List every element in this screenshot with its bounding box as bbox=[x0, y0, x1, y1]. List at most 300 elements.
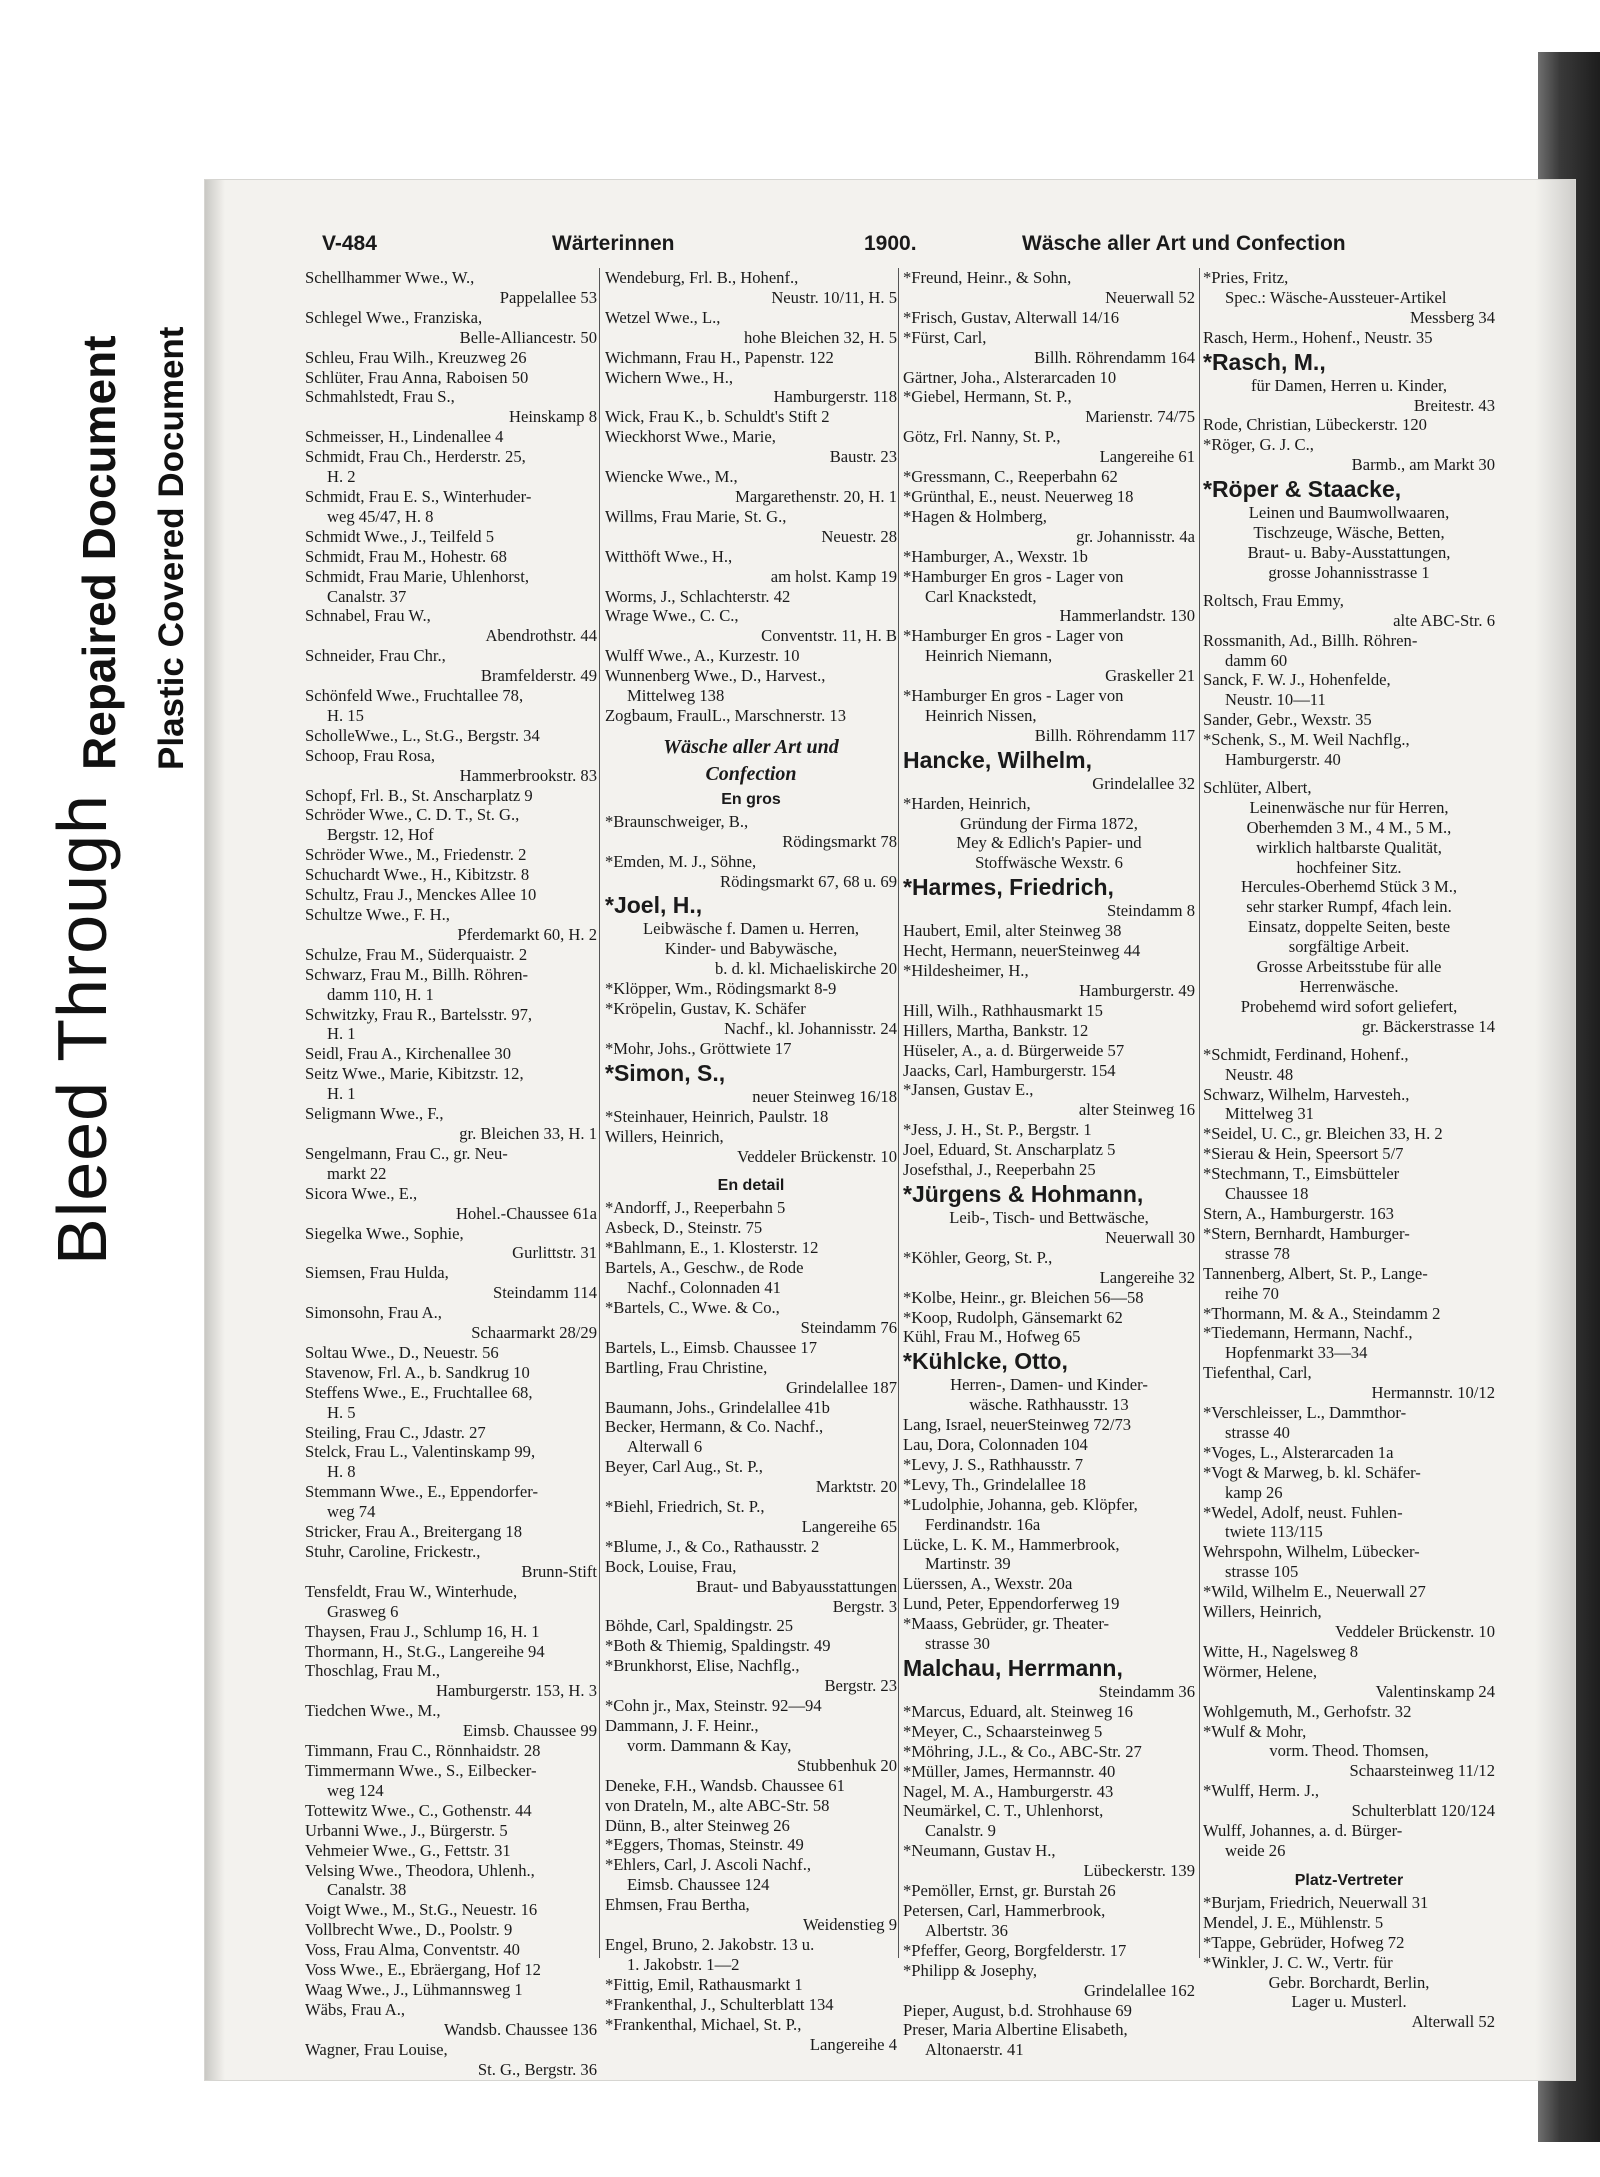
directory-entry-line: Engel, Bruno, 2. Jakobstr. 13 u. bbox=[605, 1934, 815, 1954]
directory-entry-line: Mendel, J. E., Mühlenstr. 5 bbox=[1203, 1912, 1384, 1932]
directory-entry-line: gr. Johannisstr. 4a bbox=[1076, 526, 1195, 546]
directory-entry-line: Schlegel Wwe., Franziska, bbox=[305, 307, 483, 327]
directory-entry-line: Leibwäsche f. Damen u. Herren, bbox=[642, 919, 860, 939]
directory-entry-line: *Grünthal, E., neust. Neuerweg 18 bbox=[903, 486, 1134, 506]
directory-entry-line: Herren-, Damen- und Kinder- bbox=[950, 1375, 1148, 1395]
directory-column-4 bbox=[1203, 268, 1495, 2032]
spacer bbox=[1203, 1037, 1495, 1045]
directory-entry-line: Lücke, L. K. M., Hammerbrook, bbox=[903, 1534, 1120, 1554]
directory-entry-line: Leinenwäsche nur für Herren, bbox=[1249, 797, 1449, 817]
spacer bbox=[1203, 583, 1495, 591]
directory-column-2 bbox=[605, 268, 897, 2054]
directory-entry-line: *Kolbe, Heinr., gr. Bleichen 56—58 bbox=[903, 1287, 1144, 1307]
directory-entry-line: Wrage Wwe., C. C., bbox=[605, 606, 739, 626]
featured-firm-name: *Rasch, M., bbox=[1203, 348, 1326, 375]
directory-entry-line: Schlüter, Frau Anna, Raboisen 50 bbox=[305, 367, 529, 387]
directory-entry-line: *Sierau & Hein, Speersort 5/7 bbox=[1203, 1144, 1404, 1164]
directory-entry-line: *Blume, J., & Co., Rathausstr. 2 bbox=[605, 1536, 820, 1556]
directory-entry-line: Hammerbrookstr. 83 bbox=[459, 765, 597, 785]
directory-entry-line: Alterwall 52 bbox=[1411, 2012, 1495, 2032]
directory-entry-line: Einsatz, doppelte Seiten, beste bbox=[1247, 917, 1451, 937]
directory-entry-line: Grasweg 6 bbox=[327, 1601, 399, 1621]
directory-entry-line: wirklich haltbarste Qualität, bbox=[1256, 837, 1442, 857]
directory-entry-line: Seidl, Frau A., Kirchenallee 30 bbox=[305, 1044, 511, 1064]
directory-entry-line: Kühl, Frau M., Hofweg 65 bbox=[903, 1327, 1081, 1347]
directory-entry-line: Wendeburg, Frl. B., Hohenf., bbox=[605, 268, 799, 287]
directory-entry-line: *Braunschweiger, B., bbox=[605, 811, 749, 831]
directory-entry-line: Schmidt, Frau E. S., Winterhuder- bbox=[305, 486, 532, 506]
directory-entry-line: Tiefenthal, Carl, bbox=[1203, 1363, 1312, 1383]
directory-entry-line: Lau, Dora, Colonnaden 104 bbox=[903, 1435, 1088, 1455]
directory-entry-line: Baumann, Johs., Grindelallee 41b bbox=[605, 1397, 830, 1417]
directory-entry-line: Wieckhorst Wwe., Marie, bbox=[605, 427, 776, 447]
directory-entry-line: Neuerwall 30 bbox=[1105, 1227, 1195, 1247]
directory-entry-line: Schaarmarkt 28/29 bbox=[471, 1323, 597, 1343]
directory-entry-line: Steindamm 76 bbox=[800, 1317, 897, 1337]
directory-entry-line: Joel, Eduard, St. Anscharplatz 5 bbox=[903, 1140, 1116, 1160]
directory-entry-line: *Steinhauer, Heinrich, Paulstr. 18 bbox=[605, 1106, 829, 1126]
directory-entry-line: Gurlittstr. 31 bbox=[512, 1243, 597, 1263]
directory-entry-line: Lager u. Musterl. bbox=[1291, 1992, 1407, 2012]
directory-entry-line: Conventstr. 11, H. B bbox=[761, 626, 897, 646]
directory-entry-line: Hüseler, A., a. d. Bürgerweide 57 bbox=[903, 1040, 1125, 1060]
directory-entry-line: Stelck, Frau L., Valentinskamp 99, bbox=[305, 1442, 536, 1462]
directory-entry-line: Timmermann Wwe., S., Eilbecker- bbox=[305, 1760, 537, 1780]
directory-entry-line: *Jess, J. H., St. P., Bergstr. 1 bbox=[903, 1120, 1092, 1140]
directory-entry-line: Neustr. 10/11, H. 5 bbox=[771, 287, 897, 307]
subsection-heading: En gros bbox=[721, 790, 781, 808]
directory-entry-line: gr. Bleichen 33, H. 1 bbox=[459, 1123, 597, 1143]
directory-entry-line: Leinen und Baumwollwaaren, bbox=[1248, 503, 1450, 523]
directory-entry-line: Wäbs, Frau A., bbox=[305, 1999, 406, 2019]
directory-entry-line: Tottewitz Wwe., C., Gothenstr. 44 bbox=[305, 1800, 532, 1820]
directory-entry-line: Schulterblatt 120/124 bbox=[1351, 1801, 1495, 1821]
directory-entry-line: Albertstr. 36 bbox=[925, 1920, 1008, 1940]
directory-entry-line: Hercules-Oberhemd Stück 3 M., bbox=[1240, 877, 1458, 897]
directory-entry-line: *Hamburger, A., Wexstr. 1b bbox=[903, 546, 1088, 566]
directory-entry-line: Schmidt, Frau Ch., Herderstr. 25, bbox=[305, 447, 526, 467]
directory-entry-line: Stricker, Frau A., Breitergang 18 bbox=[305, 1522, 523, 1542]
directory-entry-line: strasse 40 bbox=[1225, 1422, 1290, 1442]
directory-entry-line: Vollbrecht Wwe., D., Poolstr. 9 bbox=[305, 1920, 513, 1940]
directory-entry-line: *Wedel, Adolf, neust. Fuhlen- bbox=[1203, 1502, 1403, 1522]
directory-entry-line: Wagner, Frau Louise, bbox=[305, 2039, 448, 2059]
directory-entry-line: Schaarsteinweg 11/12 bbox=[1349, 1761, 1495, 1781]
directory-entry-line: Schopf, Frl. B., St. Anscharplatz 9 bbox=[305, 785, 533, 805]
directory-entry-line: *Hamburger En gros - Lager von bbox=[903, 566, 1124, 586]
directory-entry-line: Stuhr, Caroline, Frickestr., bbox=[305, 1542, 481, 1561]
directory-entry-line: Schneider, Frau Chr., bbox=[305, 646, 446, 666]
directory-entry-line: Ehmsen, Frau Bertha, bbox=[605, 1895, 750, 1915]
directory-entry-line: wäsche. Rathhausstr. 13 bbox=[969, 1395, 1129, 1415]
directory-entry-line: Schulze, Frau M., Süderquaistr. 2 bbox=[305, 944, 528, 964]
directory-entry-line: *Levy, J. S., Rathhausstr. 7 bbox=[903, 1454, 1084, 1474]
directory-entry-line: Waag Wwe., J., Lühmannsweg 1 bbox=[305, 1979, 523, 1999]
subsection-heading: En detail bbox=[717, 1177, 785, 1195]
directory-entry-line: Breitestr. 43 bbox=[1413, 395, 1495, 415]
directory-entry-line: alter Steinweg 16 bbox=[1078, 1100, 1195, 1120]
directory-entry-line: *Frankenthal, Michael, St. P., bbox=[605, 2014, 802, 2034]
directory-entry-line: Gärtner, Joha., Alsterarcaden 10 bbox=[903, 367, 1117, 387]
spacer bbox=[605, 726, 897, 734]
featured-firm-name: *Jürgens & Hohmann, bbox=[903, 1180, 1144, 1207]
directory-entry-line: Schönfeld Wwe., Fruchtallee 78, bbox=[305, 686, 524, 706]
directory-entry-line: Gründung der Firma 1872, bbox=[960, 813, 1138, 833]
directory-entry-line: Martinstr. 39 bbox=[925, 1554, 1011, 1574]
directory-entry-line: Thormann, H., St.G., Langereihe 94 bbox=[305, 1641, 545, 1661]
directory-entry-line: Deneke, F.H., Wandsb. Chaussee 61 bbox=[605, 1775, 845, 1795]
directory-entry-line: Heinskamp 8 bbox=[508, 407, 597, 427]
directory-entry-line: Lüerssen, A., Wexstr. 20a bbox=[903, 1574, 1073, 1594]
page-right-shading bbox=[1535, 180, 1575, 2080]
side-label-strip bbox=[0, 0, 210, 2177]
directory-entry-line: Wiencke Wwe., M., bbox=[605, 467, 738, 487]
featured-firm-name: *Röper & Staacke, bbox=[1203, 476, 1402, 503]
directory-entry-line: *Emden, M. J., Söhne, bbox=[605, 851, 757, 871]
directory-entry-line: Becker, Hermann, & Co. Nachf., bbox=[605, 1417, 824, 1437]
directory-entry-line: Neustr. 48 bbox=[1225, 1064, 1294, 1084]
directory-entry-line: *Voges, L., Alsterarcaden 1a bbox=[1203, 1442, 1394, 1462]
directory-entry-line: Carl Knackstedt, bbox=[925, 586, 1037, 606]
directory-entry-line: Wohlgemuth, M., Gerhofstr. 32 bbox=[1203, 1701, 1412, 1721]
directory-entry-line: Tensfeldt, Frau W., Winterhude, bbox=[305, 1581, 518, 1601]
directory-entry-line: Seligmann Wwe., F., bbox=[305, 1104, 444, 1124]
directory-entry-line: Billh. Röhrendamm 117 bbox=[1034, 725, 1195, 745]
directory-entry-line: *Hamburger En gros - Lager von bbox=[903, 686, 1124, 706]
directory-entry-line: hochfeiner Sitz. bbox=[1296, 857, 1402, 877]
directory-entry-line: Jaacks, Carl, Hamburgerstr. 154 bbox=[903, 1060, 1116, 1080]
directory-entry-line: *Schmidt, Ferdinand, Hohenf., bbox=[1203, 1044, 1409, 1064]
directory-entry-line: Sengelmann, Frau C., gr. Neu- bbox=[305, 1143, 508, 1163]
directory-entry-line: Langereihe 61 bbox=[1099, 447, 1195, 467]
directory-entry-line: *Philipp & Josephy, bbox=[903, 1960, 1037, 1980]
year-label: 1900. bbox=[864, 232, 917, 255]
featured-firm-name: Malchau, Herrmann, bbox=[903, 1655, 1123, 1681]
directory-entry-line: Schellhammer Wwe., W., bbox=[305, 268, 475, 287]
directory-entry-line: Schröder Wwe., M., Friedenstr. 2 bbox=[305, 845, 527, 865]
directory-entry-line: gr. Bäckerstrasse 14 bbox=[1361, 1016, 1495, 1036]
directory-entry-line: Schlüter, Albert, bbox=[1203, 777, 1312, 797]
directory-entry-line: Thoschlag, Frau M., bbox=[305, 1661, 441, 1681]
directory-entry-line: Wunnenberg Wwe., D., Harvest., bbox=[605, 666, 826, 686]
column-divider bbox=[1199, 268, 1200, 1958]
directory-entry-line: Chaussee 18 bbox=[1225, 1184, 1309, 1204]
directory-entry-line: *Hamburger En gros - Lager von bbox=[903, 626, 1124, 646]
directory-entry-line: Pappelallee 53 bbox=[499, 287, 597, 307]
directory-entry-line: *Wild, Wilhelm E., Neuerwall 27 bbox=[1203, 1582, 1426, 1602]
directory-entry-line: *Hagen & Holmberg, bbox=[903, 506, 1047, 526]
directory-entry-line: Schultze Wwe., F. H., bbox=[305, 905, 450, 924]
directory-entry-line: Thaysen, Frau J., Schlump 16, H. 1 bbox=[305, 1621, 540, 1641]
directory-entry-line: Schmidt Wwe., J., Teilfeld 5 bbox=[305, 526, 495, 546]
directory-entry-line: Asbeck, D., Steinstr. 75 bbox=[605, 1218, 763, 1238]
directory-entry-line: Velsing Wwe., Theodora, Uhlenh., bbox=[305, 1860, 535, 1880]
directory-entry-line: Grosse Arbeitsstube für alle bbox=[1256, 957, 1442, 977]
directory-entry-line: Wichern Wwe., H., bbox=[605, 367, 734, 387]
directory-entry-line: weg 45/47, H. 8 bbox=[327, 506, 434, 526]
directory-entry-line: *Andorff, J., Reeperbahn 5 bbox=[605, 1198, 786, 1218]
directory-entry-line: *Pemöller, Ernst, gr. Burstah 26 bbox=[903, 1881, 1116, 1901]
directory-entry-line: Valentinskamp 24 bbox=[1375, 1681, 1495, 1701]
directory-entry-line: *Stechmann, T., Eimsbütteler bbox=[1203, 1164, 1400, 1184]
directory-entry-line: Mey & Edlich's Papier- und bbox=[956, 833, 1142, 853]
directory-entry-line: grosse Johannisstrasse 1 bbox=[1268, 562, 1430, 582]
directory-column-1 bbox=[305, 268, 597, 2079]
directory-entry-line: neuer Steinweg 16/18 bbox=[752, 1086, 897, 1106]
directory-entry-line: Stemmann Wwe., E., Eppendorfer- bbox=[305, 1482, 538, 1502]
directory-entry-line: Schoop, Frau Rosa, bbox=[305, 745, 435, 765]
directory-entry-line: Hamburgerstr. 40 bbox=[1225, 750, 1341, 770]
directory-entry-line: Veddeler Brückenstr. 10 bbox=[737, 1146, 897, 1166]
directory-entry-line: vorm. Theod. Thomsen, bbox=[1269, 1741, 1429, 1761]
directory-entry-line: *Klöpper, Wm., Rödingsmarkt 8-9 bbox=[605, 979, 837, 999]
directory-entry-line: Beyer, Carl Aug., St. P., bbox=[605, 1457, 763, 1477]
directory-entry-line: Hillers, Martha, Bankstr. 12 bbox=[903, 1020, 1089, 1040]
directory-entry-line: Eimsb. Chaussee 124 bbox=[627, 1875, 770, 1895]
directory-entry-line: Pieper, August, b.d. Strohhause 69 bbox=[903, 2000, 1132, 2020]
directory-entry-line: Mittelweg 31 bbox=[1225, 1104, 1314, 1124]
directory-entry-line: St. G., Bergstr. 36 bbox=[477, 2059, 597, 2079]
directory-entry-line: Tischzeuge, Wäsche, Betten, bbox=[1253, 523, 1445, 543]
directory-entry-line: Timmann, Frau C., Rönnhaidstr. 28 bbox=[305, 1741, 541, 1761]
directory-entry-line: *Koop, Rudolph, Gänsemarkt 62 bbox=[903, 1307, 1123, 1327]
directory-entry-line: Worms, J., Schlachterstr. 42 bbox=[605, 586, 791, 606]
directory-entry-line: Pferdemarkt 60, H. 2 bbox=[457, 924, 597, 944]
directory-entry-line: Hamburgerstr. 49 bbox=[1079, 980, 1195, 1000]
directory-entry-line: Vehmeier Wwe., G., Fettstr. 31 bbox=[305, 1840, 511, 1860]
directory-entry-line: Canalstr. 37 bbox=[327, 586, 407, 606]
directory-entry-line: *Gressmann, C., Reeperbahn 62 bbox=[903, 467, 1118, 487]
directory-entry-line: *Harden, Heinrich, bbox=[903, 793, 1031, 813]
directory-entry-line: weide 26 bbox=[1225, 1840, 1286, 1860]
directory-entry-line: Nachf., kl. Johannisstr. 24 bbox=[724, 1019, 897, 1038]
directory-entry-line: Canalstr. 38 bbox=[327, 1880, 407, 1900]
plastic-covered-label: Plastic Covered Document bbox=[152, 326, 191, 770]
directory-entry-line: Grindelallee 32 bbox=[1092, 773, 1195, 793]
directory-entry-line: Voigt Wwe., M., St.G., Neuestr. 16 bbox=[305, 1900, 538, 1920]
directory-entry-line: Schnabel, Frau W., bbox=[305, 606, 431, 626]
directory-entry-line: *Meyer, C., Schaarsteinweg 5 bbox=[903, 1721, 1103, 1741]
directory-entry-line: Abendrothstr. 44 bbox=[485, 626, 597, 646]
directory-entry-line: *Marcus, Eduard, alt. Steinweg 16 bbox=[903, 1701, 1133, 1721]
directory-entry-line: Steindamm 36 bbox=[1098, 1682, 1195, 1701]
right-section-title: Wäsche aller Art und Confection bbox=[1022, 232, 1346, 255]
directory-entry-line: Götz, Frl. Nanny, St. P., bbox=[903, 427, 1061, 447]
directory-entry-line: Hermannstr. 10/12 bbox=[1371, 1383, 1495, 1403]
featured-firm-name: *Harmes, Friedrich, bbox=[903, 874, 1114, 901]
directory-entry-line: Belle-Alliancestr. 50 bbox=[459, 327, 597, 347]
directory-entry-line: Nachf., Colonnaden 41 bbox=[627, 1278, 781, 1298]
directory-entry-line: *Burjam, Friedrich, Neuerwall 31 bbox=[1203, 1892, 1429, 1912]
directory-entry-line: Seitz Wwe., Marie, Kibitzstr. 12, bbox=[305, 1064, 524, 1084]
featured-firm-name: *Joel, H., bbox=[605, 892, 703, 919]
directory-entry-line: Sicora Wwe., E., bbox=[305, 1183, 418, 1203]
directory-entry-line: Simonsohn, Frau A., bbox=[305, 1303, 442, 1323]
directory-entry-line: Haubert, Emil, alter Steinweg 38 bbox=[903, 921, 1122, 941]
directory-entry-line: Nagel, M. A., Hamburgerstr. 43 bbox=[903, 1781, 1114, 1801]
left-section-title: Wärterinnen bbox=[552, 232, 675, 255]
directory-entry-line: Mittelweg 138 bbox=[627, 686, 725, 706]
directory-entry-line: *Neumann, Gustav H., bbox=[903, 1841, 1056, 1861]
directory-entry-line: sorgfältige Arbeit. bbox=[1288, 937, 1410, 957]
directory-entry-line: weg 124 bbox=[327, 1780, 384, 1800]
directory-entry-line: *Freund, Heinr., & Sohn, bbox=[903, 268, 1072, 287]
directory-entry-line: 1. Jakobstr. 1—2 bbox=[627, 1954, 740, 1974]
page-number: V-484 bbox=[322, 232, 377, 255]
directory-entry-line: Schmidt, Frau M., Hohestr. 68 bbox=[305, 546, 507, 566]
directory-entry-line: Steindamm 114 bbox=[492, 1283, 597, 1303]
directory-entry-line: alte ABC-Str. 6 bbox=[1393, 610, 1495, 630]
directory-entry-line: Langereihe 4 bbox=[809, 2034, 897, 2054]
directory-entry-line: Hopfenmarkt 33—34 bbox=[1225, 1343, 1368, 1363]
directory-entry-line: *Tappe, Gebrüder, Hofweg 72 bbox=[1203, 1932, 1405, 1952]
featured-firm-name: *Simon, S., bbox=[605, 1059, 726, 1086]
directory-entry-line: Zogbaum, FraulL., Marschnerstr. 13 bbox=[605, 705, 847, 725]
directory-entry-line: Schwarz, Frau M., Billh. Röhren- bbox=[305, 964, 529, 984]
directory-entry-line: Oberhemden 3 M., 4 M., 5 M., bbox=[1246, 817, 1452, 837]
directory-entry-line: Hamburgerstr. 118 bbox=[773, 387, 897, 407]
directory-entry-line: Heinrich Niemann, bbox=[925, 646, 1053, 666]
directory-entry-line: Siemsen, Frau Hulda, bbox=[305, 1263, 449, 1283]
directory-entry-line: *Hildesheimer, H., bbox=[903, 961, 1029, 980]
directory-entry-line: Bergstr. 12, Hof bbox=[327, 825, 434, 845]
directory-entry-line: Schmahlstedt, Frau S., bbox=[305, 387, 455, 407]
directory-entry-line: Schleu, Frau Wilh., Kreuzweg 26 bbox=[305, 347, 527, 367]
directory-entry-line: Josefsthal, J., Reeperbahn 25 bbox=[903, 1160, 1096, 1180]
directory-entry-line: Billh. Röhrendamm 164 bbox=[1034, 347, 1195, 367]
directory-entry-line: Bock, Louise, Frau, bbox=[605, 1556, 737, 1576]
directory-entry-line: Langereihe 32 bbox=[1099, 1267, 1195, 1287]
directory-entry-line: Leib-, Tisch- und Bettwäsche, bbox=[949, 1207, 1149, 1227]
directory-entry-line: Stoffwäsche Wexstr. 6 bbox=[975, 853, 1123, 873]
directory-entry-line: Weidenstieg 9 bbox=[802, 1915, 897, 1935]
directory-entry-line: vorm. Dammann & Kay, bbox=[627, 1735, 792, 1755]
directory-entry-line: Alterwall 6 bbox=[627, 1437, 703, 1457]
bleed-through-label: Bleed Through bbox=[43, 794, 121, 1265]
subsection-heading: Platz-Vertreter bbox=[1294, 1871, 1404, 1889]
directory-entry-line: Lang, Israel, neuerSteinweg 72/73 bbox=[903, 1415, 1132, 1435]
directory-column-3 bbox=[903, 268, 1195, 2060]
directory-entry-line: *Wulff, Herm. J., bbox=[1203, 1781, 1320, 1801]
directory-entry-line: Braut- und Babyausstattungen bbox=[696, 1576, 897, 1596]
directory-entry-line: Hill, Wilh., Rathhausmarkt 15 bbox=[903, 1000, 1103, 1020]
directory-entry-line: Sanck, F. W. J., Hohenfelde, bbox=[1203, 670, 1391, 690]
directory-entry-line: Schmeisser, H., Lindenallee 4 bbox=[305, 427, 504, 447]
directory-entry-line: Bergstr. 23 bbox=[824, 1676, 897, 1696]
directory-entry-line: strasse 105 bbox=[1225, 1562, 1299, 1582]
directory-entry-line: Probehemd wird sofort geliefert, bbox=[1240, 996, 1458, 1016]
directory-entry-line: *Both & Thiemig, Spaldingstr. 49 bbox=[605, 1636, 831, 1656]
directory-entry-line: *Ludolphie, Johanna, geb. Klöpfer, bbox=[903, 1494, 1138, 1514]
section-heading: Confection bbox=[705, 762, 797, 785]
directory-entry-line: Siegelka Wwe., Sophie, bbox=[305, 1223, 464, 1243]
directory-entry-line: Steindamm 8 bbox=[1106, 901, 1195, 921]
directory-entry-line: Wulff Wwe., A., Kurzestr. 10 bbox=[605, 646, 800, 666]
directory-entry-line: Messberg 34 bbox=[1410, 307, 1495, 327]
directory-entry-line: Braut- u. Baby-Ausstattungen, bbox=[1247, 542, 1451, 562]
directory-entry-line: b. d. kl. Michaeliskirche 20 bbox=[714, 959, 897, 979]
directory-entry-line: strasse 30 bbox=[925, 1634, 990, 1654]
directory-entry-line: Willers, Heinrich, bbox=[605, 1126, 724, 1146]
directory-entry-line: Voss Wwe., E., Ebräergang, Hof 12 bbox=[305, 1960, 541, 1980]
directory-entry-line: strasse 78 bbox=[1225, 1243, 1290, 1263]
directory-entry-line: Steiling, Frau C., Jdastr. 27 bbox=[305, 1422, 486, 1442]
directory-entry-line: Tannenberg, Albert, St. P., Lange- bbox=[1203, 1263, 1428, 1283]
directory-entry-line: Sander, Gebr., Wexstr. 35 bbox=[1203, 710, 1372, 730]
directory-entry-line: Bartels, A., Geschw., de Rode bbox=[605, 1258, 804, 1278]
repaired-document-label: Repaired Document bbox=[73, 335, 125, 770]
directory-entry-line: Wetzel Wwe., L., bbox=[605, 307, 721, 327]
directory-entry-line: Urbanni Wwe., J., Bürgerstr. 5 bbox=[305, 1820, 508, 1840]
directory-entry-line: Wörmer, Helene, bbox=[1203, 1661, 1318, 1681]
directory-entry-line: Langereihe 65 bbox=[801, 1516, 897, 1536]
directory-entry-line: *Cohn jr., Max, Steinstr. 92—94 bbox=[605, 1696, 822, 1716]
directory-entry-line: Rossmanith, Ad., Billh. Röhren- bbox=[1203, 630, 1418, 650]
directory-entry-line: Bergstr. 3 bbox=[832, 1596, 897, 1616]
directory-entry-line: *Müller, James, Hermannstr. 40 bbox=[903, 1761, 1116, 1781]
directory-entry-line: ScholleWwe., L., St.G., Bergstr. 34 bbox=[305, 725, 540, 745]
section-heading: Wäsche aller Art und bbox=[663, 735, 839, 758]
directory-entry-line: Schwarz, Wilhelm, Harvesteh., bbox=[1203, 1084, 1410, 1104]
column-divider bbox=[599, 268, 600, 1958]
directory-entry-line: sehr starker Rumpf, 4fach lein. bbox=[1246, 897, 1452, 917]
directory-entry-line: *Giebel, Hermann, St. P., bbox=[903, 387, 1072, 407]
directory-entry-line: *Pries, Fritz, bbox=[1203, 268, 1289, 287]
directory-entry-line: Wandsb. Chaussee 136 bbox=[443, 2019, 597, 2039]
directory-entry-line: Barmb., am Markt 30 bbox=[1351, 455, 1495, 475]
directory-entry-line: Preser, Maria Albertine Elisabeth, bbox=[903, 2020, 1128, 2040]
directory-entry-line: weg 74 bbox=[327, 1502, 376, 1522]
directory-entry-line: Eimsb. Chaussee 99 bbox=[462, 1721, 597, 1741]
directory-entry-line: Hohel.-Chaussee 61a bbox=[455, 1203, 597, 1223]
directory-entry-line: Willms, Frau Marie, St. G., bbox=[605, 506, 787, 526]
directory-entry-line: damm 60 bbox=[1225, 650, 1288, 670]
directory-entry-line: markt 22 bbox=[327, 1163, 387, 1183]
directory-entry-line: Ferdinandstr. 16a bbox=[925, 1514, 1041, 1534]
directory-entry-line: *Vogt & Marweg, b. kl. Schäfer- bbox=[1203, 1462, 1421, 1482]
directory-entry-line: Roltsch, Frau Emmy, bbox=[1203, 590, 1344, 610]
directory-entry-line: Steffens Wwe., E., Fruchtallee 68, bbox=[305, 1382, 533, 1402]
directory-entry-line: H. 1 bbox=[327, 1084, 356, 1104]
directory-entry-line: Canalstr. 9 bbox=[925, 1821, 996, 1841]
directory-entry-line: Heinrich Nissen, bbox=[925, 705, 1037, 725]
directory-entry-line: *Jansen, Gustav E., bbox=[903, 1080, 1034, 1100]
directory-entry-line: Neuerwall 52 bbox=[1105, 287, 1195, 307]
directory-entry-line: von Drateln, M., alte ABC-Str. 58 bbox=[605, 1795, 830, 1815]
directory-entry-line: *Röger, G. J. C., bbox=[1203, 435, 1314, 455]
directory-entry-line: Willers, Heinrich, bbox=[1203, 1602, 1322, 1622]
directory-entry-line: Grindelallee 187 bbox=[785, 1377, 897, 1397]
directory-entry-line: *Winkler, J. C. W., Vertr. für bbox=[1203, 1952, 1393, 1972]
directory-entry-line: H. 15 bbox=[327, 705, 364, 725]
directory-entry-line: H. 1 bbox=[327, 1024, 356, 1044]
directory-entry-line: Dünn, B., alter Steinweg 26 bbox=[605, 1815, 790, 1835]
directory-entry-line: Bartling, Frau Christine, bbox=[605, 1357, 768, 1377]
featured-firm-name: *Kühlcke, Otto, bbox=[903, 1348, 1068, 1375]
directory-entry-line: Marktstr. 20 bbox=[815, 1477, 897, 1497]
directory-entry-line: Wulff, Johannes, a. d. Bürger- bbox=[1203, 1821, 1403, 1841]
directory-entry-line: Bramfelderstr. 49 bbox=[480, 666, 597, 686]
directory-entry-line: Rödingsmarkt 67, 68 u. 69 bbox=[720, 871, 897, 891]
directory-entry-line: *Bartels, C., Wwe. & Co., bbox=[605, 1297, 780, 1317]
directory-entry-line: *Brunkhorst, Elise, Nachflg., bbox=[605, 1656, 800, 1676]
directory-entry-line: *Levy, Th., Grindelallee 18 bbox=[903, 1474, 1086, 1494]
column-divider bbox=[898, 268, 899, 1958]
directory-entry-line: Graskeller 21 bbox=[1105, 666, 1195, 686]
directory-entry-line: Hammerlandstr. 130 bbox=[1059, 606, 1195, 626]
directory-entry-line: Veddeler Brückenstr. 10 bbox=[1335, 1622, 1495, 1641]
directory-entry-line: Wichmann, Frau H., Papenstr. 122 bbox=[605, 347, 834, 367]
